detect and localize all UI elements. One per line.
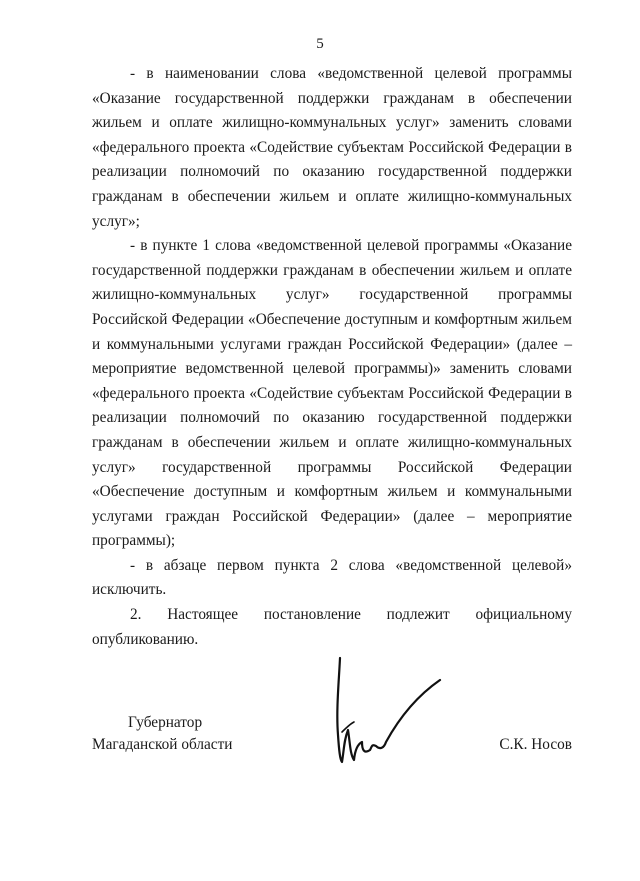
paragraph-amendment-title: - в наименовании слова «ведомственной целевой программы «Оказание государственной поддержки гражданам в обеспечении жильем и оплате жилищно-коммунальных услуг» заменить словами «федерального проекта «Содействие субъектам Российской Федерации в реализации полномочий по оказанию государственной поддержки гражданам в обеспечении жильем и оплате жилищно-коммунальных услуг»; <box>92 65 572 230</box>
page-number: 5 <box>316 36 324 52</box>
paragraph-amendment-point-1: - в пункте 1 слова «ведомственной целевой программы «Оказание государственной поддержки гражданам в обеспечении жильем и оплате жилищно-коммунальных услуг» государственной программы Российской Федерации «Обеспечение доступным и комфортным жильем и коммунальными услугами граждан Российской Федерации» (далее – мероприятие ведомственной целевой программы)» заменить словами «федерального проекта «Содействие субъектам Российской Федерации в реализации полномочий по оказанию государственной поддержки гражданам в обеспечении жильем и оплате жилищно-коммунальных услуг» государственной программы Российской Федерации «Обеспечение доступным и комфортным жильем и коммунальными услугами граждан Российской Федерации» (далее – мероприятие программы); <box>92 237 572 550</box>
paragraph-amendment-point-2: - в абзаце первом пункта 2 слова «ведомственной целевой» исключить. <box>92 556 572 599</box>
signatory-region: Магаданской области <box>92 736 233 753</box>
paragraph-publication: 2. Настоящее постановление подлежит официальному опубликованию. <box>92 606 572 648</box>
handwritten-signature <box>322 650 452 770</box>
document-body <box>92 62 572 652</box>
signatory-name: С.К. Носов <box>499 736 572 753</box>
signature-block <box>0 712 640 782</box>
signatory-position: Губернатор <box>128 714 203 731</box>
